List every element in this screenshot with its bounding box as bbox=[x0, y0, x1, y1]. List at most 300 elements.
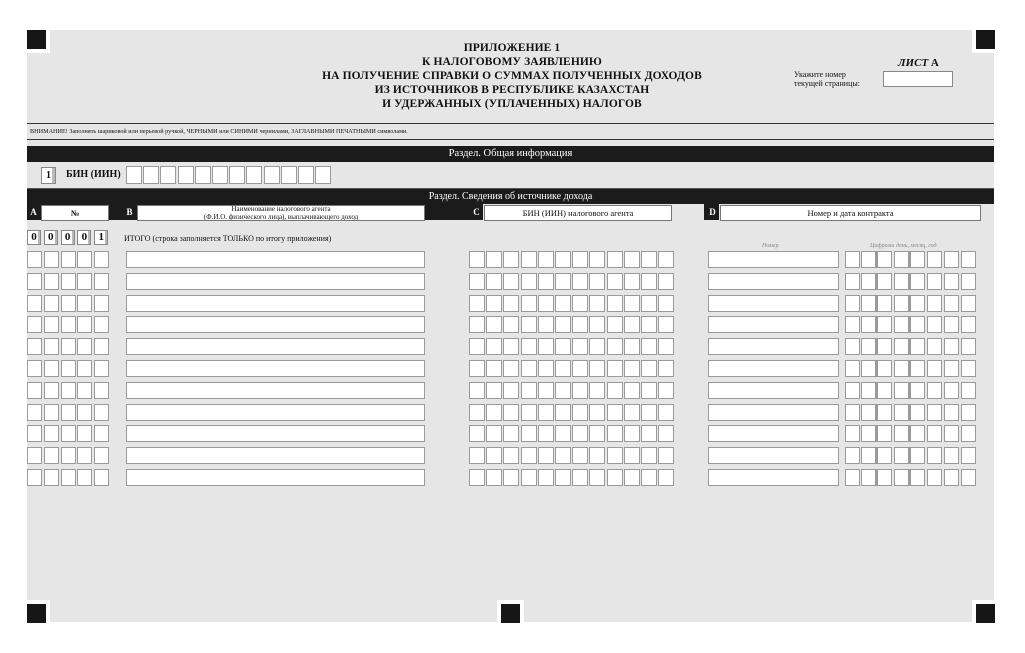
contract-date-digit-box[interactable] bbox=[961, 360, 976, 377]
row-number-digit-box[interactable] bbox=[61, 447, 76, 464]
bin-digit-box[interactable] bbox=[160, 166, 176, 184]
agent-bin-digit-box[interactable] bbox=[486, 425, 502, 442]
row-number-digit-box[interactable] bbox=[77, 251, 92, 268]
contract-date-digit-box[interactable] bbox=[961, 251, 976, 268]
agent-bin-digit-box[interactable] bbox=[469, 425, 485, 442]
agent-bin-digit-box[interactable] bbox=[658, 295, 674, 312]
contract-date-digit-box[interactable] bbox=[944, 273, 959, 290]
agent-bin-digit-box[interactable] bbox=[589, 425, 605, 442]
bin-digit-box[interactable] bbox=[229, 166, 245, 184]
agent-bin-digit-box[interactable] bbox=[521, 469, 537, 486]
agent-bin-digit-box[interactable] bbox=[607, 425, 623, 442]
agent-bin-digit-box[interactable] bbox=[589, 251, 605, 268]
agent-bin-digit-box[interactable] bbox=[572, 316, 588, 333]
agent-bin-digit-box[interactable] bbox=[607, 316, 623, 333]
contract-date-digit-box[interactable] bbox=[877, 447, 892, 464]
agent-bin-digit-box[interactable] bbox=[641, 425, 657, 442]
row-number-digit-box[interactable] bbox=[77, 295, 92, 312]
agent-bin-digit-box[interactable] bbox=[624, 273, 640, 290]
agent-bin-digit-box[interactable] bbox=[658, 404, 674, 421]
contract-date-digit-box[interactable] bbox=[877, 251, 892, 268]
agent-bin-digit-box[interactable] bbox=[469, 447, 485, 464]
contract-date-digit-box[interactable] bbox=[877, 338, 892, 355]
contract-date-digit-box[interactable] bbox=[877, 469, 892, 486]
agent-bin-digit-box[interactable] bbox=[607, 273, 623, 290]
row-number-digit-box[interactable] bbox=[44, 273, 59, 290]
row-number-digit-box[interactable] bbox=[94, 295, 109, 312]
agent-bin-digit-box[interactable] bbox=[658, 338, 674, 355]
contract-date-digit-box[interactable] bbox=[877, 425, 892, 442]
agent-bin-digit-box[interactable] bbox=[658, 447, 674, 464]
agent-bin-digit-box[interactable] bbox=[521, 447, 537, 464]
agent-bin-digit-box[interactable] bbox=[469, 316, 485, 333]
agent-bin-digit-box[interactable] bbox=[538, 404, 554, 421]
contract-date-digit-box[interactable] bbox=[861, 469, 876, 486]
agent-bin-digit-box[interactable] bbox=[624, 251, 640, 268]
agent-bin-digit-box[interactable] bbox=[572, 338, 588, 355]
contract-date-digit-box[interactable] bbox=[944, 295, 959, 312]
contract-date-digit-box[interactable] bbox=[894, 469, 909, 486]
agent-bin-digit-box[interactable] bbox=[607, 338, 623, 355]
bin-digit-box[interactable] bbox=[298, 166, 314, 184]
agent-bin-digit-box[interactable] bbox=[555, 469, 571, 486]
contract-number-input[interactable] bbox=[708, 404, 839, 421]
contract-date-digit-box[interactable] bbox=[894, 251, 909, 268]
agent-bin-digit-box[interactable] bbox=[486, 338, 502, 355]
contract-date-digit-box[interactable] bbox=[845, 360, 860, 377]
row-number-digit-box[interactable] bbox=[94, 251, 109, 268]
agent-bin-digit-box[interactable] bbox=[624, 295, 640, 312]
contract-date-digit-box[interactable] bbox=[944, 469, 959, 486]
agent-bin-digit-box[interactable] bbox=[503, 404, 519, 421]
row-number-digit-box[interactable] bbox=[77, 382, 92, 399]
agent-bin-digit-box[interactable] bbox=[521, 360, 537, 377]
agent-bin-digit-box[interactable] bbox=[469, 273, 485, 290]
agent-bin-digit-box[interactable] bbox=[641, 295, 657, 312]
contract-date-digit-box[interactable] bbox=[927, 273, 942, 290]
row-number-digit-box[interactable] bbox=[61, 425, 76, 442]
row-number-digit-box[interactable] bbox=[44, 447, 59, 464]
agent-bin-digit-box[interactable] bbox=[521, 404, 537, 421]
contract-date-digit-box[interactable] bbox=[961, 425, 976, 442]
agent-bin-digit-box[interactable] bbox=[589, 404, 605, 421]
agent-bin-digit-box[interactable] bbox=[572, 360, 588, 377]
row-number-digit-box[interactable] bbox=[94, 316, 109, 333]
contract-date-digit-box[interactable] bbox=[861, 295, 876, 312]
bin-digit-box[interactable] bbox=[315, 166, 331, 184]
contract-date-digit-box[interactable] bbox=[961, 295, 976, 312]
agent-name-input[interactable] bbox=[126, 273, 425, 290]
agent-bin-digit-box[interactable] bbox=[641, 251, 657, 268]
agent-bin-digit-box[interactable] bbox=[521, 338, 537, 355]
agent-bin-digit-box[interactable] bbox=[521, 316, 537, 333]
agent-bin-digit-box[interactable] bbox=[555, 425, 571, 442]
contract-date-digit-box[interactable] bbox=[861, 425, 876, 442]
contract-date-digit-box[interactable] bbox=[845, 273, 860, 290]
agent-name-input[interactable] bbox=[126, 316, 425, 333]
row-number-digit-box[interactable] bbox=[44, 382, 59, 399]
agent-bin-digit-box[interactable] bbox=[658, 382, 674, 399]
row-number-digit-box[interactable] bbox=[44, 425, 59, 442]
row-number-digit-box[interactable] bbox=[61, 251, 76, 268]
contract-date-digit-box[interactable] bbox=[894, 295, 909, 312]
contract-date-digit-box[interactable] bbox=[910, 425, 925, 442]
agent-bin-digit-box[interactable] bbox=[538, 338, 554, 355]
contract-date-digit-box[interactable] bbox=[877, 404, 892, 421]
agent-bin-digit-box[interactable] bbox=[486, 251, 502, 268]
row-number-digit-box[interactable] bbox=[44, 338, 59, 355]
agent-bin-digit-box[interactable] bbox=[503, 316, 519, 333]
agent-bin-digit-box[interactable] bbox=[486, 295, 502, 312]
contract-number-input[interactable] bbox=[708, 273, 839, 290]
agent-bin-digit-box[interactable] bbox=[641, 273, 657, 290]
agent-name-input[interactable] bbox=[126, 338, 425, 355]
contract-date-digit-box[interactable] bbox=[877, 382, 892, 399]
agent-bin-digit-box[interactable] bbox=[641, 360, 657, 377]
agent-bin-digit-box[interactable] bbox=[486, 447, 502, 464]
agent-bin-digit-box[interactable] bbox=[641, 447, 657, 464]
agent-bin-digit-box[interactable] bbox=[658, 360, 674, 377]
agent-bin-digit-box[interactable] bbox=[607, 404, 623, 421]
agent-bin-digit-box[interactable] bbox=[589, 382, 605, 399]
contract-date-digit-box[interactable] bbox=[944, 360, 959, 377]
row-number-digit-box[interactable] bbox=[77, 404, 92, 421]
contract-date-digit-box[interactable] bbox=[927, 404, 942, 421]
contract-date-digit-box[interactable] bbox=[927, 295, 942, 312]
agent-bin-digit-box[interactable] bbox=[538, 251, 554, 268]
agent-bin-digit-box[interactable] bbox=[555, 295, 571, 312]
agent-name-input[interactable] bbox=[126, 447, 425, 464]
contract-date-digit-box[interactable] bbox=[894, 273, 909, 290]
row-number-digit-box[interactable] bbox=[94, 447, 109, 464]
contract-date-digit-box[interactable] bbox=[910, 295, 925, 312]
agent-bin-digit-box[interactable] bbox=[572, 273, 588, 290]
agent-bin-digit-box[interactable] bbox=[503, 273, 519, 290]
agent-bin-digit-box[interactable] bbox=[624, 425, 640, 442]
agent-bin-digit-box[interactable] bbox=[503, 425, 519, 442]
contract-number-input[interactable] bbox=[708, 447, 839, 464]
agent-bin-digit-box[interactable] bbox=[641, 338, 657, 355]
row-number-digit-box[interactable] bbox=[27, 316, 42, 333]
agent-bin-digit-box[interactable] bbox=[624, 469, 640, 486]
agent-bin-digit-box[interactable] bbox=[607, 382, 623, 399]
agent-bin-digit-box[interactable] bbox=[503, 338, 519, 355]
agent-name-input[interactable] bbox=[126, 360, 425, 377]
agent-bin-digit-box[interactable] bbox=[658, 316, 674, 333]
row-number-digit-box[interactable] bbox=[94, 382, 109, 399]
contract-date-digit-box[interactable] bbox=[861, 316, 876, 333]
contract-date-digit-box[interactable] bbox=[910, 360, 925, 377]
row-number-digit-box[interactable] bbox=[27, 295, 42, 312]
contract-number-input[interactable] bbox=[708, 425, 839, 442]
contract-number-input[interactable] bbox=[708, 360, 839, 377]
bin-digit-box[interactable] bbox=[281, 166, 297, 184]
contract-date-digit-box[interactable] bbox=[894, 425, 909, 442]
agent-bin-digit-box[interactable] bbox=[469, 338, 485, 355]
agent-bin-digit-box[interactable] bbox=[538, 469, 554, 486]
agent-bin-digit-box[interactable] bbox=[521, 295, 537, 312]
contract-date-digit-box[interactable] bbox=[961, 273, 976, 290]
agent-bin-digit-box[interactable] bbox=[572, 382, 588, 399]
contract-date-digit-box[interactable] bbox=[861, 360, 876, 377]
agent-bin-digit-box[interactable] bbox=[503, 251, 519, 268]
agent-name-input[interactable] bbox=[126, 404, 425, 421]
row-number-digit-box[interactable] bbox=[94, 360, 109, 377]
contract-date-digit-box[interactable] bbox=[910, 316, 925, 333]
contract-date-digit-box[interactable] bbox=[961, 447, 976, 464]
contract-date-digit-box[interactable] bbox=[877, 360, 892, 377]
agent-name-input[interactable] bbox=[126, 295, 425, 312]
row-number-digit-box[interactable] bbox=[61, 382, 76, 399]
agent-bin-digit-box[interactable] bbox=[572, 404, 588, 421]
agent-bin-digit-box[interactable] bbox=[538, 273, 554, 290]
row-number-digit-box[interactable] bbox=[44, 251, 59, 268]
contract-date-digit-box[interactable] bbox=[927, 382, 942, 399]
agent-bin-digit-box[interactable] bbox=[555, 382, 571, 399]
agent-bin-digit-box[interactable] bbox=[589, 273, 605, 290]
contract-date-digit-box[interactable] bbox=[894, 360, 909, 377]
bin-digit-box[interactable] bbox=[246, 166, 262, 184]
agent-bin-digit-box[interactable] bbox=[469, 360, 485, 377]
row-number-digit-box[interactable] bbox=[44, 360, 59, 377]
agent-name-input[interactable] bbox=[126, 469, 425, 486]
agent-bin-digit-box[interactable] bbox=[589, 338, 605, 355]
agent-bin-digit-box[interactable] bbox=[572, 295, 588, 312]
contract-number-input[interactable] bbox=[708, 251, 839, 268]
agent-bin-digit-box[interactable] bbox=[555, 404, 571, 421]
agent-bin-digit-box[interactable] bbox=[641, 404, 657, 421]
row-number-digit-box[interactable] bbox=[27, 273, 42, 290]
agent-bin-digit-box[interactable] bbox=[589, 360, 605, 377]
contract-date-digit-box[interactable] bbox=[910, 273, 925, 290]
contract-date-digit-box[interactable] bbox=[845, 404, 860, 421]
contract-date-digit-box[interactable] bbox=[927, 251, 942, 268]
contract-date-digit-box[interactable] bbox=[894, 404, 909, 421]
row-number-digit-box[interactable] bbox=[94, 273, 109, 290]
contract-date-digit-box[interactable] bbox=[910, 404, 925, 421]
agent-bin-digit-box[interactable] bbox=[572, 447, 588, 464]
agent-bin-digit-box[interactable] bbox=[607, 360, 623, 377]
agent-bin-digit-box[interactable] bbox=[503, 469, 519, 486]
agent-bin-digit-box[interactable] bbox=[538, 425, 554, 442]
contract-date-digit-box[interactable] bbox=[944, 316, 959, 333]
agent-bin-digit-box[interactable] bbox=[555, 447, 571, 464]
agent-bin-digit-box[interactable] bbox=[658, 469, 674, 486]
contract-date-digit-box[interactable] bbox=[845, 469, 860, 486]
contract-date-digit-box[interactable] bbox=[894, 338, 909, 355]
contract-date-digit-box[interactable] bbox=[927, 447, 942, 464]
row-number-digit-box[interactable] bbox=[94, 404, 109, 421]
agent-bin-digit-box[interactable] bbox=[658, 273, 674, 290]
contract-date-digit-box[interactable] bbox=[877, 273, 892, 290]
agent-bin-digit-box[interactable] bbox=[503, 447, 519, 464]
contract-date-digit-box[interactable] bbox=[845, 382, 860, 399]
row-number-digit-box[interactable] bbox=[44, 295, 59, 312]
bin-digit-box[interactable] bbox=[178, 166, 194, 184]
agent-bin-digit-box[interactable] bbox=[624, 404, 640, 421]
agent-bin-digit-box[interactable] bbox=[486, 382, 502, 399]
agent-bin-digit-box[interactable] bbox=[538, 316, 554, 333]
contract-date-digit-box[interactable] bbox=[845, 338, 860, 355]
row-number-digit-box[interactable] bbox=[44, 316, 59, 333]
agent-bin-digit-box[interactable] bbox=[503, 382, 519, 399]
row-number-digit-box[interactable] bbox=[77, 316, 92, 333]
row-number-digit-box[interactable] bbox=[61, 404, 76, 421]
contract-date-digit-box[interactable] bbox=[944, 404, 959, 421]
contract-date-digit-box[interactable] bbox=[927, 316, 942, 333]
contract-date-digit-box[interactable] bbox=[845, 295, 860, 312]
row-number-digit-box[interactable] bbox=[77, 425, 92, 442]
contract-date-digit-box[interactable] bbox=[927, 338, 942, 355]
row-number-digit-box[interactable] bbox=[61, 316, 76, 333]
contract-number-input[interactable] bbox=[708, 469, 839, 486]
page-number-input[interactable] bbox=[883, 71, 953, 87]
agent-bin-digit-box[interactable] bbox=[589, 447, 605, 464]
bin-digit-box[interactable] bbox=[126, 166, 142, 184]
row-number-digit-box[interactable] bbox=[77, 469, 92, 486]
contract-date-digit-box[interactable] bbox=[944, 447, 959, 464]
row-number-digit-box[interactable] bbox=[61, 469, 76, 486]
agent-bin-digit-box[interactable] bbox=[503, 360, 519, 377]
agent-bin-digit-box[interactable] bbox=[486, 360, 502, 377]
agent-bin-digit-box[interactable] bbox=[555, 251, 571, 268]
contract-date-digit-box[interactable] bbox=[861, 382, 876, 399]
agent-bin-digit-box[interactable] bbox=[589, 316, 605, 333]
contract-number-input[interactable] bbox=[708, 295, 839, 312]
agent-bin-digit-box[interactable] bbox=[624, 360, 640, 377]
row-number-digit-box[interactable] bbox=[27, 469, 42, 486]
contract-date-digit-box[interactable] bbox=[845, 251, 860, 268]
agent-bin-digit-box[interactable] bbox=[555, 273, 571, 290]
bin-digit-box[interactable] bbox=[195, 166, 211, 184]
contract-date-digit-box[interactable] bbox=[961, 469, 976, 486]
bin-digit-box[interactable] bbox=[143, 166, 159, 184]
contract-date-digit-box[interactable] bbox=[961, 404, 976, 421]
agent-bin-digit-box[interactable] bbox=[624, 338, 640, 355]
agent-bin-digit-box[interactable] bbox=[469, 404, 485, 421]
agent-bin-digit-box[interactable] bbox=[572, 251, 588, 268]
agent-bin-digit-box[interactable] bbox=[503, 295, 519, 312]
agent-bin-digit-box[interactable] bbox=[486, 469, 502, 486]
row-number-digit-box[interactable] bbox=[61, 295, 76, 312]
row-number-digit-box[interactable] bbox=[77, 273, 92, 290]
agent-bin-digit-box[interactable] bbox=[538, 382, 554, 399]
contract-date-digit-box[interactable] bbox=[927, 469, 942, 486]
agent-bin-digit-box[interactable] bbox=[521, 382, 537, 399]
contract-date-digit-box[interactable] bbox=[861, 447, 876, 464]
agent-bin-digit-box[interactable] bbox=[486, 273, 502, 290]
bin-digit-box[interactable] bbox=[212, 166, 228, 184]
row-number-digit-box[interactable] bbox=[61, 273, 76, 290]
row-number-digit-box[interactable] bbox=[27, 404, 42, 421]
agent-bin-digit-box[interactable] bbox=[641, 469, 657, 486]
contract-date-digit-box[interactable] bbox=[877, 295, 892, 312]
agent-bin-digit-box[interactable] bbox=[521, 251, 537, 268]
agent-bin-digit-box[interactable] bbox=[538, 360, 554, 377]
contract-date-digit-box[interactable] bbox=[861, 338, 876, 355]
agent-bin-digit-box[interactable] bbox=[555, 316, 571, 333]
contract-date-digit-box[interactable] bbox=[845, 447, 860, 464]
contract-date-digit-box[interactable] bbox=[910, 469, 925, 486]
agent-bin-digit-box[interactable] bbox=[624, 447, 640, 464]
row-number-digit-box[interactable] bbox=[27, 251, 42, 268]
contract-number-input[interactable] bbox=[708, 338, 839, 355]
contract-date-digit-box[interactable] bbox=[861, 273, 876, 290]
contract-date-digit-box[interactable] bbox=[927, 425, 942, 442]
agent-bin-digit-box[interactable] bbox=[607, 469, 623, 486]
contract-date-digit-box[interactable] bbox=[910, 447, 925, 464]
contract-date-digit-box[interactable] bbox=[944, 338, 959, 355]
contract-date-digit-box[interactable] bbox=[845, 425, 860, 442]
bin-digit-box[interactable] bbox=[264, 166, 280, 184]
agent-bin-digit-box[interactable] bbox=[624, 316, 640, 333]
agent-bin-digit-box[interactable] bbox=[572, 469, 588, 486]
agent-bin-digit-box[interactable] bbox=[589, 469, 605, 486]
contract-date-digit-box[interactable] bbox=[845, 316, 860, 333]
row-number-digit-box[interactable] bbox=[27, 382, 42, 399]
agent-bin-digit-box[interactable] bbox=[658, 425, 674, 442]
row-number-digit-box[interactable] bbox=[61, 360, 76, 377]
agent-bin-digit-box[interactable] bbox=[607, 251, 623, 268]
row-number-digit-box[interactable] bbox=[27, 425, 42, 442]
contract-date-digit-box[interactable] bbox=[910, 338, 925, 355]
agent-bin-digit-box[interactable] bbox=[469, 382, 485, 399]
agent-bin-digit-box[interactable] bbox=[641, 316, 657, 333]
agent-bin-digit-box[interactable] bbox=[607, 295, 623, 312]
row-number-digit-box[interactable] bbox=[77, 338, 92, 355]
contract-date-digit-box[interactable] bbox=[944, 382, 959, 399]
agent-bin-digit-box[interactable] bbox=[555, 338, 571, 355]
agent-bin-digit-box[interactable] bbox=[607, 447, 623, 464]
contract-date-digit-box[interactable] bbox=[894, 382, 909, 399]
agent-bin-digit-box[interactable] bbox=[486, 404, 502, 421]
row-number-digit-box[interactable] bbox=[27, 360, 42, 377]
agent-bin-digit-box[interactable] bbox=[624, 382, 640, 399]
agent-bin-digit-box[interactable] bbox=[589, 295, 605, 312]
contract-date-digit-box[interactable] bbox=[927, 360, 942, 377]
row-number-digit-box[interactable] bbox=[94, 425, 109, 442]
row-number-digit-box[interactable] bbox=[77, 360, 92, 377]
agent-bin-digit-box[interactable] bbox=[658, 251, 674, 268]
row-number-digit-box[interactable] bbox=[27, 338, 42, 355]
contract-date-digit-box[interactable] bbox=[861, 404, 876, 421]
contract-date-digit-box[interactable] bbox=[861, 251, 876, 268]
row-number-digit-box[interactable] bbox=[94, 469, 109, 486]
row-number-digit-box[interactable] bbox=[94, 338, 109, 355]
contract-date-digit-box[interactable] bbox=[961, 382, 976, 399]
contract-number-input[interactable] bbox=[708, 382, 839, 399]
contract-date-digit-box[interactable] bbox=[961, 338, 976, 355]
agent-bin-digit-box[interactable] bbox=[538, 295, 554, 312]
agent-name-input[interactable] bbox=[126, 425, 425, 442]
contract-date-digit-box[interactable] bbox=[944, 425, 959, 442]
contract-date-digit-box[interactable] bbox=[877, 316, 892, 333]
agent-bin-digit-box[interactable] bbox=[486, 316, 502, 333]
agent-bin-digit-box[interactable] bbox=[538, 447, 554, 464]
agent-name-input[interactable] bbox=[126, 382, 425, 399]
row-number-digit-box[interactable] bbox=[44, 404, 59, 421]
agent-bin-digit-box[interactable] bbox=[469, 251, 485, 268]
agent-bin-digit-box[interactable] bbox=[521, 425, 537, 442]
contract-date-digit-box[interactable] bbox=[910, 251, 925, 268]
contract-date-digit-box[interactable] bbox=[910, 382, 925, 399]
agent-bin-digit-box[interactable] bbox=[521, 273, 537, 290]
contract-date-digit-box[interactable] bbox=[944, 251, 959, 268]
agent-name-input[interactable] bbox=[126, 251, 425, 268]
agent-bin-digit-box[interactable] bbox=[469, 295, 485, 312]
contract-date-digit-box[interactable] bbox=[961, 316, 976, 333]
row-number-digit-box[interactable] bbox=[44, 469, 59, 486]
